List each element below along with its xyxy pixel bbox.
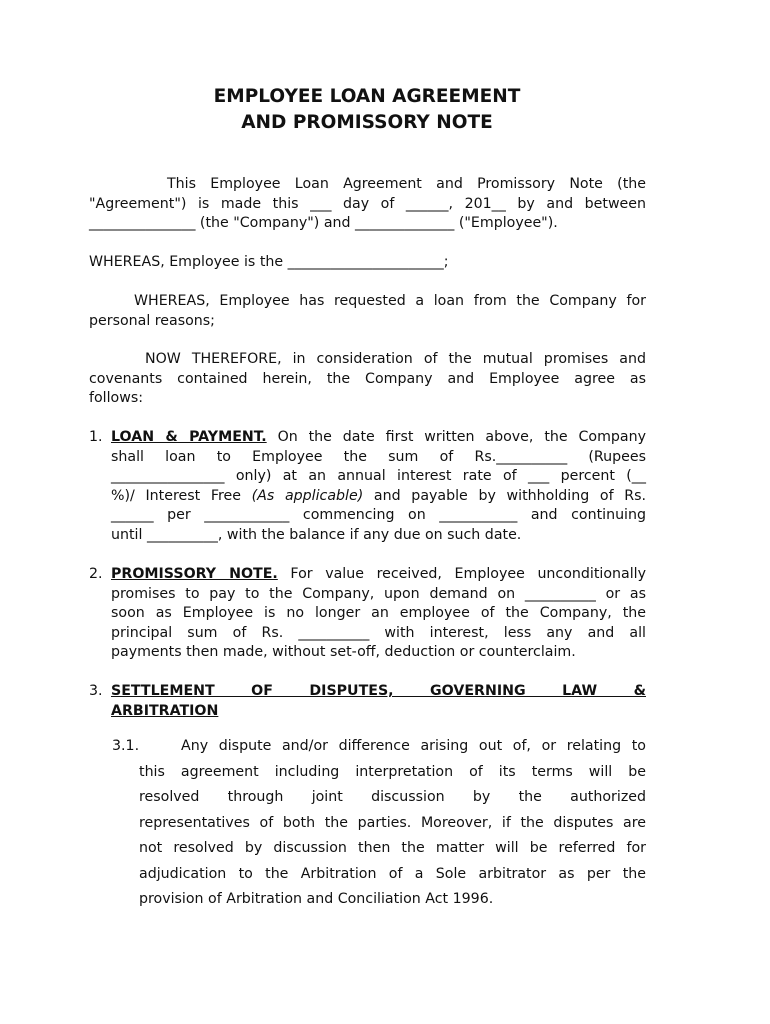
whereas-1-text: WHEREAS, Employee is the ______________________; [89,254,449,270]
intro-paragraph [89,175,646,234]
now-therefore-line-3: follows: [89,390,144,406]
section-1-number: 1. [89,429,103,445]
section-1-line-2: shall loan to Employee the sum of Rs.__________ (Rupees [111,448,646,465]
title-line-1: EMPLOYEE LOAN AGREEMENT [213,86,521,107]
section-3-1-continuation [112,760,646,913]
title-line-2: AND PROMISSORY NOTE [241,112,493,133]
section-2-body [111,565,646,663]
section-3-1-line-2: this agreement including interpretation of its terms will be [139,763,646,780]
section-3-heading-line-2: ARBITRATION [111,702,219,719]
intro-line-1: This Employee Loan Agreement and Promissory Note (the [167,176,646,192]
section-1-line-5: ______ per ____________ commencing on ___________ and continuing [111,507,646,523]
whereas-paragraph-1 [89,253,646,273]
section-1-body [111,428,646,545]
whereas-2-line-2: personal reasons; [89,312,215,329]
intro-line-2: "Agreement") is made this ___ day of ______, 201__ by and between [89,195,646,212]
section-1-line-4 [111,487,646,507]
section-3-1-number: 3.1. [112,738,140,754]
section-3-1-line-5: not resolved by discussion then the matter will be referred for [139,840,646,856]
section-1-line-4-a: %)/ Interest Free [111,487,252,504]
whereas-2-line-1: WHEREAS, Employee has requested a loan from the Company for [134,293,646,309]
section-3-1-line-4: representatives of both the parties. Moreover, if the disputes are [139,814,646,831]
section-1-line-1 [111,428,646,448]
section-3-number: 3. [89,683,103,699]
document-title [0,84,734,136]
section-3-heading-line-1: SETTLEMENT OF DISPUTES, GOVERNING LAW & [111,683,646,699]
section-2-line-4: principal sum of Rs. __________ with interest, less any and all [111,624,646,641]
section-3-1-line-7: provision of Arbitration and Conciliation Act 1996. [139,891,494,907]
section-2-line-2: promises to pay to the Company, upon demand on __________ or as [111,585,646,602]
section-1-line-4-b: and payable by withholding of Rs. [363,487,647,504]
section-1-line-4-italic: (As applicable) [251,487,364,504]
section-3-1-line-1 [112,734,646,760]
section-2-line-1-rest: For value received, Employee unconditionally [277,566,646,582]
section-2-heading: PROMISSORY NOTE. [111,566,278,582]
section-1-line-1-rest: On the date first written above, the Company [266,429,646,445]
section-3-1-clause [112,734,646,913]
section-2-number: 2. [89,566,103,582]
intro-line-3: _______________ (the "Company") and ______________ ("Employee"). [89,215,558,231]
whereas-paragraph-2 [89,292,646,331]
section-3-1-line-1-text: Any dispute and/or difference arising out of, or relating to [181,738,646,754]
section-2-line-1 [111,565,646,585]
section-2-line-5: payments then made, without set-off, deduction or counterclaim. [111,644,576,660]
now-therefore-line-1: NOW THEREFORE, in consideration of the mutual promises and [145,351,646,367]
section-3-1-line-6: adjudication to the Arbitration of a Sole arbitrator as per the [139,865,646,882]
section-1-line-6: until __________, with the balance if any due on such date. [111,526,522,543]
section-3-1-line-3: resolved through joint discussion by the authorized [139,789,646,805]
section-1-line-3: ________________ only) at an annual interest rate of ___ percent (__ [111,468,646,484]
section-3-heading [111,682,646,721]
section-2-line-3: soon as Employee is no longer an employee of the Company, the [111,605,646,621]
now-therefore-line-2: covenants contained herein, the Company and Employee agree as [89,370,646,387]
now-therefore-paragraph [89,350,646,409]
section-1-heading: LOAN & PAYMENT. [111,429,267,445]
